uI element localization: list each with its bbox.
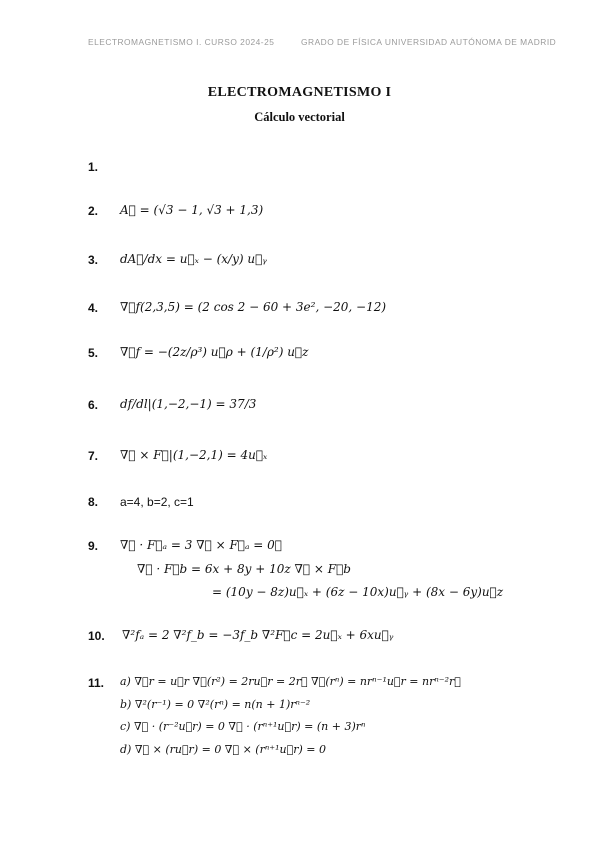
answer-11-c: c) ∇⃗ · (r⁻²u⃗r) = 0 ∇⃗ · (rⁿ⁺¹u⃗r) = (n + 3)rⁿ — [120, 720, 366, 733]
item-number-10: 10. — [88, 629, 105, 643]
answer-11-b: b) ∇²(r⁻¹) = 0 ∇²(rⁿ) = n(n + 1)rⁿ⁻² — [120, 698, 311, 711]
item-number-7: 7. — [88, 449, 99, 463]
item-number-6: 6. — [88, 398, 99, 412]
running-header-institution: GRADO DE FÍSICA UNIVERSIDAD AUTÓNOMA DE MADRID — [301, 37, 557, 47]
item-number-1: 1. — [88, 160, 99, 174]
answer-8: a=4, b=2, c=1 — [120, 495, 194, 509]
document-title: ELECTROMAGNETISMO I — [207, 85, 392, 100]
answer-6: df/dl|(1,−2,−1) = 37/3 — [120, 397, 257, 411]
answer-2: A⃗ = (√3 − 1, √3 + 1,3) — [120, 203, 264, 217]
answer-9-line-3: = (10y − 8z)u⃗ₓ + (6z − 10x)u⃗ᵧ + (8x − 6y)u⃗z — [212, 585, 504, 599]
document-subtitle: Cálculo vectorial — [254, 110, 345, 124]
answer-5: ∇⃗f = −(2z/ρ³) u⃗ρ + (1/ρ²) u⃗z — [120, 345, 309, 359]
answer-11-d: d) ∇⃗ × (ru⃗r) = 0 ∇⃗ × (rⁿ⁺¹u⃗r) = 0 — [120, 743, 326, 756]
item-number-9: 9. — [88, 539, 99, 553]
answer-7: ∇⃗ × F⃗|(1,−2,1) = 4u⃗ₓ — [120, 448, 268, 462]
answer-3: dA⃗/dx = u⃗ₓ − (x/y) u⃗ᵧ — [120, 252, 267, 266]
answer-9-line-2: ∇⃗ · F⃗b = 6x + 8y + 10z ∇⃗ × F⃗b — [137, 562, 351, 576]
item-number-11: 11. — [88, 676, 105, 690]
answer-4: ∇⃗f(2,3,5) = (2 cos 2 − 60 + 3e², −20, −12) — [120, 300, 387, 314]
running-header-course: ELECTROMAGNETISMO I. CURSO 2024-25 — [88, 37, 275, 47]
item-number-3: 3. — [88, 253, 99, 267]
answer-11-a: a) ∇⃗r = u⃗r ∇⃗(r²) = 2ru⃗r = 2r⃗ ∇⃗(rⁿ) = nrⁿ⁻¹u⃗r = nrⁿ⁻²r⃗ — [120, 675, 461, 688]
item-number-4: 4. — [88, 301, 99, 315]
item-number-8: 8. — [88, 495, 99, 509]
item-number-5: 5. — [88, 346, 99, 360]
answer-9-line-1: ∇⃗ · F⃗ₐ = 3 ∇⃗ × F⃗ₐ = 0⃗ — [120, 538, 283, 552]
answer-10: ∇²fₐ = 2 ∇²f_b = −3f_b ∇²F⃗c = 2u⃗ₓ + 6xu⃗ᵧ — [122, 628, 394, 642]
item-number-2: 2. — [88, 204, 99, 218]
